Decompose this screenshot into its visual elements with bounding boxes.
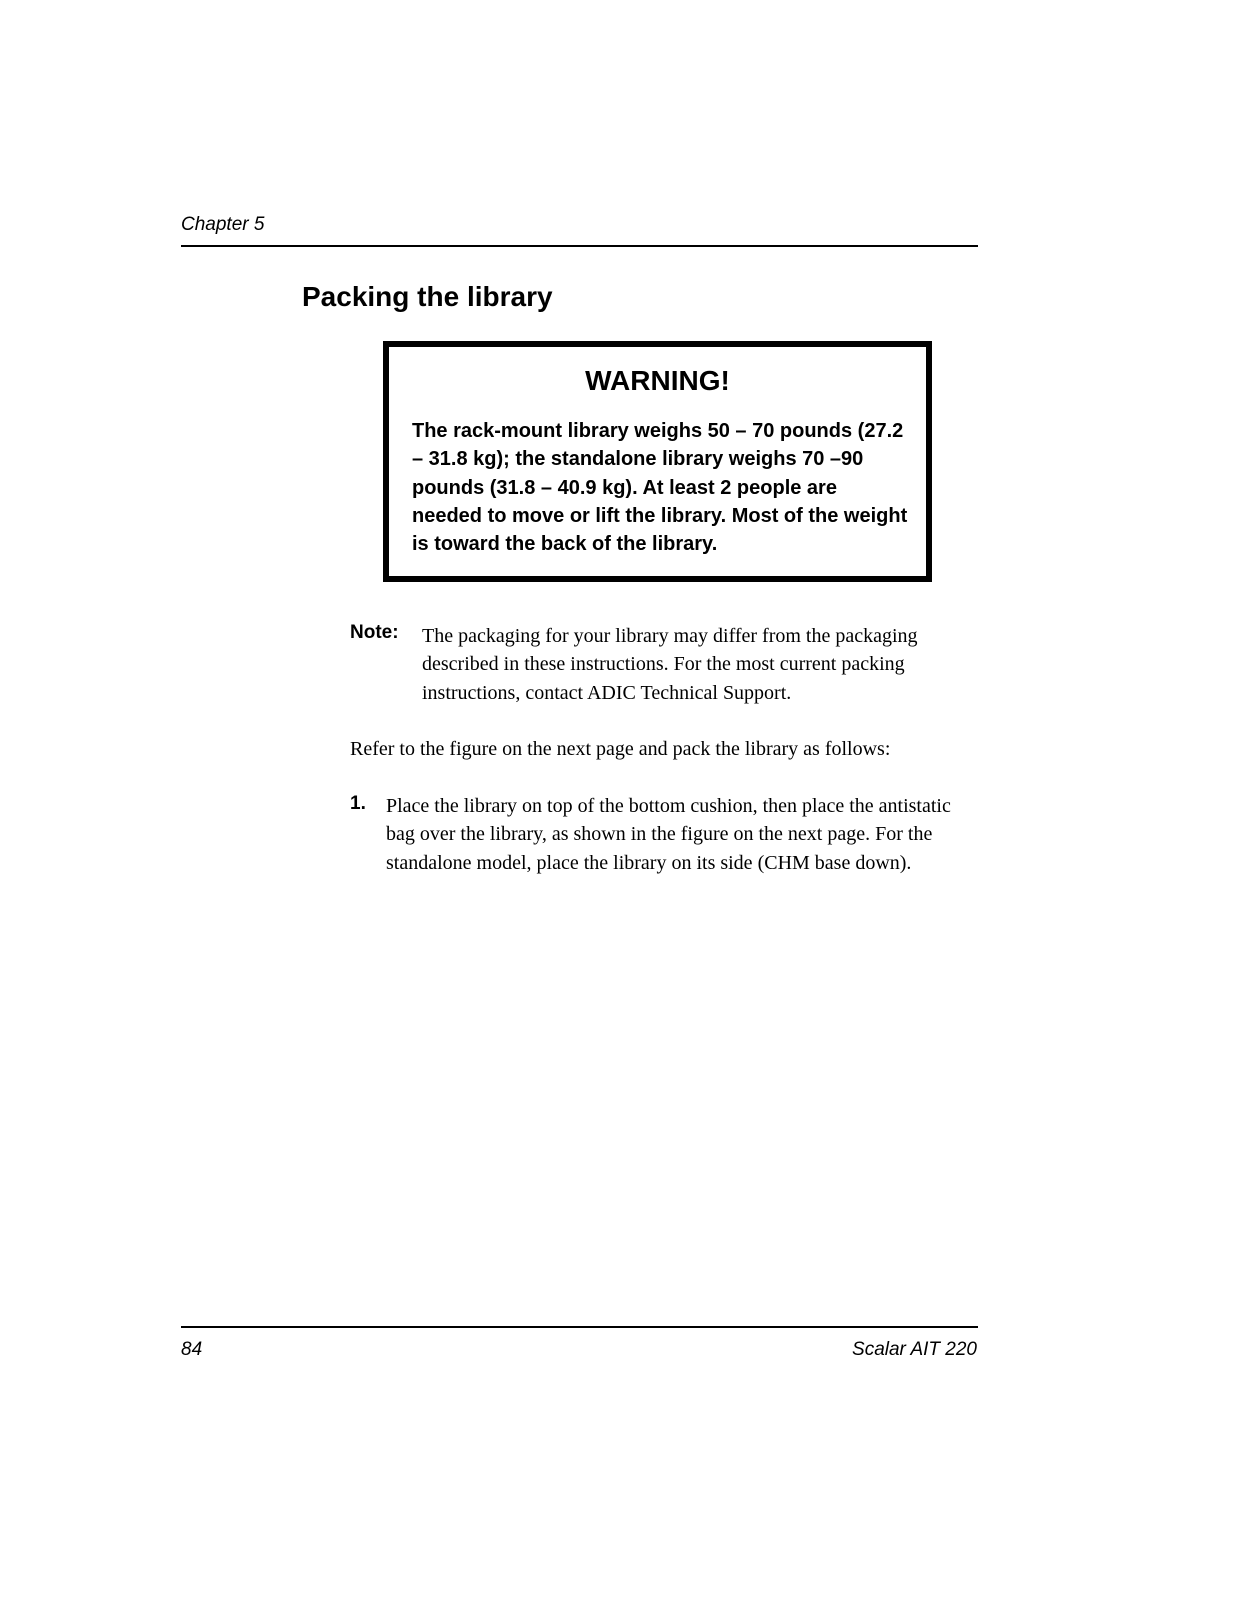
step-number: 1. (350, 793, 366, 814)
chapter-header: Chapter 5 (181, 214, 265, 235)
header-rule (181, 245, 978, 247)
product-name: Scalar AIT 220 (852, 1339, 977, 1360)
warning-box (383, 341, 932, 582)
footer-rule (181, 1326, 978, 1328)
page-title: Packing the library (302, 281, 553, 312)
note-label: Note: (350, 622, 399, 643)
step-text: Place the library on top of the bottom cushion, then place the antistatic bag over the library, as shown in the figure on the next page. For the standalone model, place the library on its side (CHM base down). (386, 795, 951, 874)
page-number: 84 (181, 1339, 203, 1360)
warning-text: The rack-mount library weighs 50 – 70 pounds (27.2 – 31.8 kg); the standalone library weighs 70 –90 pounds (31.8 – 40.9 kg). At least 2 people are needed to move or lift the library. Most of the weight is toward the back of the library. (412, 420, 908, 556)
intro-paragraph: Refer to the figure on the next page and pack the library as follows: (350, 738, 891, 760)
warning-heading: WARNING! (585, 365, 730, 396)
note-text: The packaging for your library may differ from the packaging described in these instructions. For the most current packing instructions, contact ADIC Technical Support. (422, 625, 918, 704)
